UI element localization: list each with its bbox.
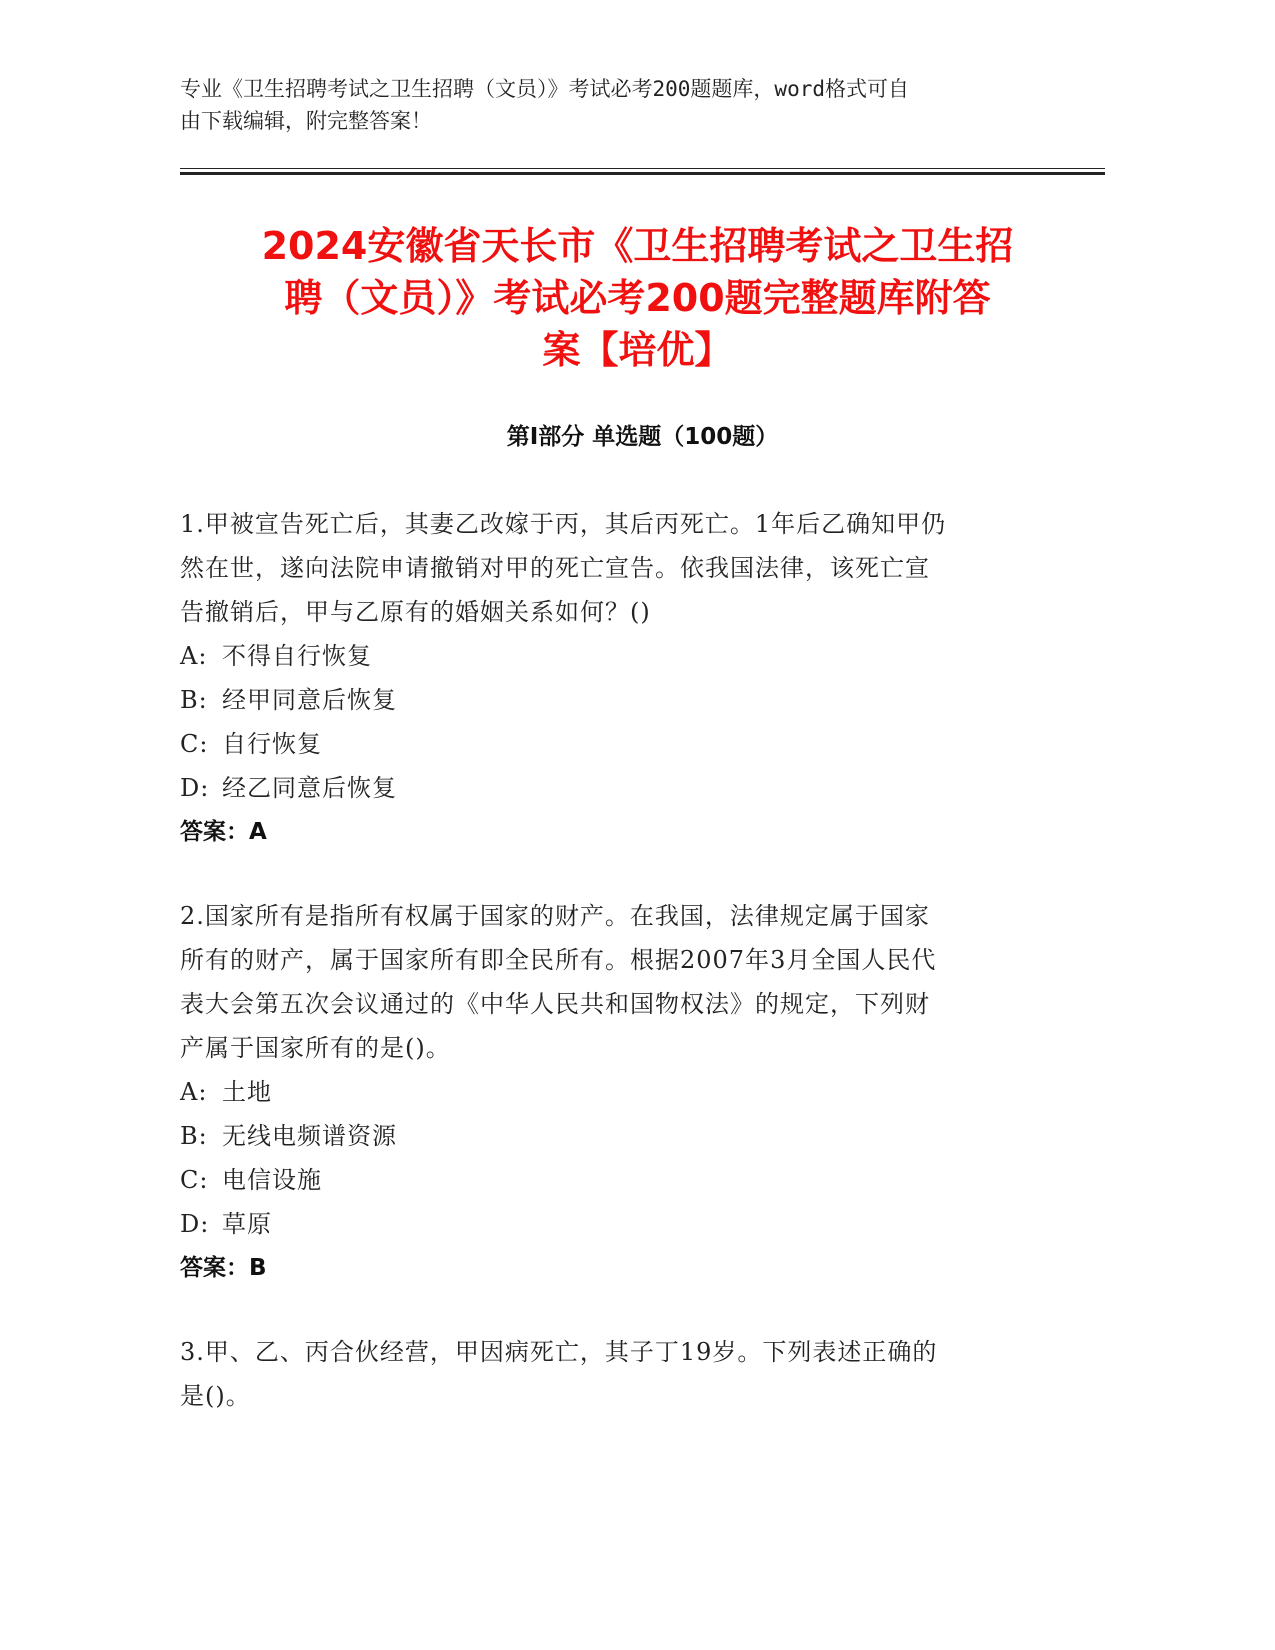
title-line: 2024安徽省天长市《卫生招聘考试之卫生招 (261, 224, 1014, 268)
option-text: 不得自行恢复 (222, 642, 372, 670)
option-d (180, 1202, 1040, 1246)
option-c (180, 1158, 1040, 1202)
option-text: 土地 (222, 1078, 272, 1106)
option-key: A: (180, 642, 208, 670)
question-text-line: 1.甲被宣告死亡后，其妻乙改嫁于丙，其后丙死亡。1年后乙确知甲仍 (180, 510, 947, 538)
option-text: 经甲同意后恢复 (222, 686, 397, 714)
question-1 (180, 502, 1040, 854)
question-text-line: 告撤销后，甲与乙原有的婚姻关系如何？() (180, 598, 651, 626)
title-line: 案【培优】 (542, 328, 733, 372)
option-key: D: (180, 774, 210, 802)
option-key: A: (180, 1078, 208, 1106)
question-text-line: 所有的财产，属于国家所有即全民所有。根据2007年3月全国人民代 (180, 946, 937, 974)
question-3 (180, 1330, 1040, 1418)
answer-line: 答案：B (180, 1255, 267, 1281)
header-divider-thick (180, 172, 1105, 175)
option-text: 草原 (222, 1210, 272, 1238)
question-text-line: 是()。 (180, 1382, 251, 1410)
title-line: 聘（文员）》考试必考200题完整题库附答 (284, 276, 991, 320)
option-text: 电信设施 (222, 1166, 322, 1194)
option-a (180, 1070, 1040, 1114)
document-title (160, 220, 1115, 376)
option-key: D: (180, 1210, 210, 1238)
header-note (180, 73, 1060, 137)
option-text: 经乙同意后恢复 (222, 774, 397, 802)
option-key: C: (180, 1166, 209, 1194)
question-text-line: 3.甲、乙、丙合伙经营，甲因病死亡，其子丁19岁。下列表述正确的 (180, 1338, 938, 1366)
question-text-line: 表大会第五次会议通过的《中华人民共和国物权法》的规定，下列财 (180, 990, 930, 1018)
option-c (180, 722, 1040, 766)
option-key: B: (180, 686, 208, 714)
question-2 (180, 894, 1040, 1290)
header-note-line: 专业《卫生招聘考试之卫生招聘（文员）》考试必考200题题库，word格式可自 (180, 77, 909, 101)
header-divider-thin (180, 168, 1105, 169)
section-heading: 第Ⅰ部分 单选题（100题） (506, 424, 779, 450)
option-b (180, 678, 1040, 722)
question-text-line: 2.国家所有是指所有权属于国家的财产。在我国，法律规定属于国家 (180, 902, 930, 930)
option-key: B: (180, 1122, 208, 1150)
option-text: 自行恢复 (222, 730, 322, 758)
option-text: 无线电频谱资源 (222, 1122, 397, 1150)
option-d (180, 766, 1040, 810)
option-key: C: (180, 730, 209, 758)
question-text-line: 然在世，遂向法院申请撤销对甲的死亡宣告。依我国法律，该死亡宣 (180, 554, 930, 582)
option-b (180, 1114, 1040, 1158)
question-text-line: 产属于国家所有的是()。 (180, 1034, 451, 1062)
header-note-line: 由下载编辑，附完整答案！ (180, 109, 432, 133)
option-a (180, 634, 1040, 678)
answer-line: 答案：A (180, 819, 267, 845)
